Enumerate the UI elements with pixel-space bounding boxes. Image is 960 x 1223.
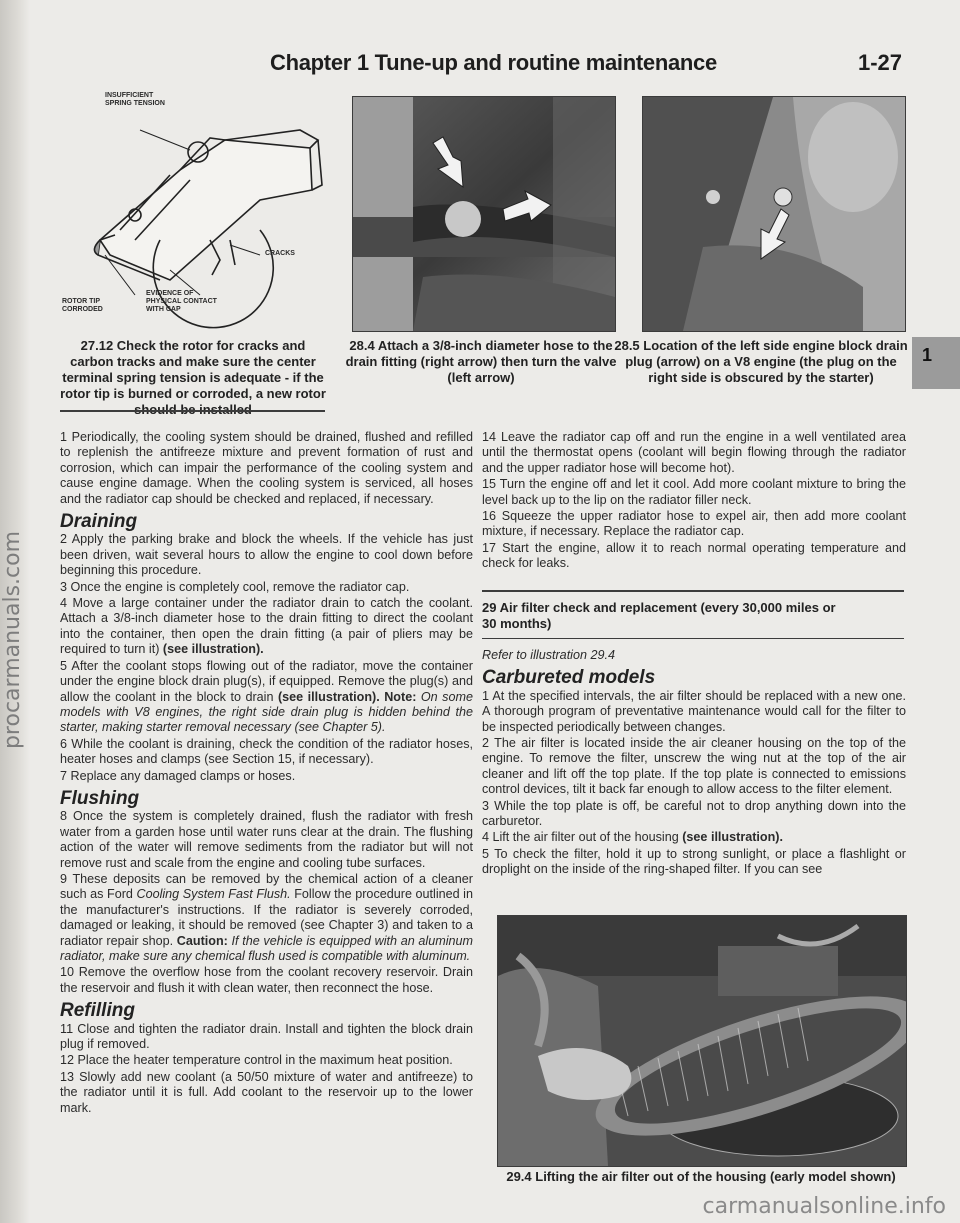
watermark-procarmanuals: procarmanuals.com	[0, 530, 25, 750]
para-4: 4 Move a large container under the radiator drain to catch the coolant. Attach a 3/8-inch diameter hose to the drain fitting to direct the coolant into the container, then open the drain fitting (a pair of pliers may be required to turn it) (see illustration).	[60, 596, 473, 657]
heading-flushing: Flushing	[60, 787, 140, 809]
para-8: 8 Once the system is completely drained, flush the radiator with fresh water from a garden hose until water runs clear at the drain. The flushing action of the water will remove sediments from the radiator but will not remove rust and scale from the engine and cooling tube surfaces.	[60, 809, 473, 870]
rule-section-29-top	[482, 590, 904, 592]
caption-28-5: 28.5 Location of the left side engine block drain plug (arrow) on a V8 engine (the plug on the right side is obscured by the starter)	[614, 338, 908, 385]
label-physical-contact: EVIDENCE OF PHYSICAL CONTACT WITH CAP	[146, 290, 217, 313]
para-14: 14 Leave the radiator cap off and run the engine in a well ventilated area until the thermostat opens (coolant will begin flowing through the radiator and the upper radiator hose will become hot).	[482, 430, 906, 475]
para-1: 1 Periodically, the cooling system should be drained, flushed and refilled to replenish the antifreeze mixture and prevent formation of rust and corrosion, which can impair the performance of the cooling system and cause engine damage. When the cooling system is serviced, all hoses and the radiator cap should be checked and replaced, if necessary.	[60, 430, 473, 506]
para-12: 12 Place the heater temperature control in the maximum heat position.	[60, 1053, 453, 1068]
carb-para-4: 4 Lift the air filter out of the housing (see illustration).	[482, 830, 784, 845]
caption-27-12: 27.12 Check the rotor for cracks and carbon tracks and make sure the center terminal spring tension is adequate - if the rotor tip is burned or corroded, a new rotor	[60, 338, 326, 401]
carb-para-5: 5 To check the filter, hold it up to strong sunlight, or place a flashlight or droplight on the inside of the ring-shaped filter. If you can see	[482, 846, 906, 877]
para-7: 7 Replace any damaged clamps or hoses.	[60, 768, 296, 783]
caption-28-4: 28.4 Attach a 3/8-inch diameter hose to the drain fitting (right arrow) then turn the valve (left arrow)	[345, 338, 617, 385]
photo-28-4	[352, 96, 616, 332]
para-9: 9 These deposits can be removed by the chemical action of a cleaner such as Ford Cooling System Fast Flush. Follow the procedure outlined in the manufacturer's instructions. If the radiator is severely corroded, damaged or leaking, it should be removed (see Chapter 3) and taken to a radiator repair shop. Caution: If the vehicle is equipped with an aluminum radiator, make sure any chemical flush used is compatible with aluminum.	[60, 871, 473, 963]
label-cracks: CRACKS	[265, 250, 295, 257]
right-column-top	[482, 430, 906, 573]
chapter-tab	[912, 337, 960, 389]
left-column	[60, 430, 473, 1117]
photo-29-4	[497, 915, 907, 1167]
right-column-bottom	[482, 648, 906, 879]
para-5: 5 After the coolant stops flowing out of the radiator, move the container under the engine block drain plug(s), if equipped. Remove the plug(s) and allow the coolant in the block to drain (see illustration). Note: On some models with V8 engines, the right side drain plug is hidden behind the starter, making starter removal necessary (see Chapter 5).	[60, 658, 473, 735]
carb-para-2: 2 The air filter is located inside the air cleaner housing on the top of the engine. To remove the filter, unscrew the wing nut at the top of the air cleaner and lift off the top plate. If the top plate is connected to emissions control devices, tilt it back far enough to allow access to the filter element.	[482, 736, 906, 797]
page-number: 1-27	[857, 50, 902, 75]
photo-28-5-image	[643, 97, 905, 331]
para-10: 10 Remove the overflow hose from the coolant recovery reservoir. Drain the reservoir and flush it with clean water, then reconnect the hose.	[60, 965, 473, 995]
para-15: 15 Turn the engine off and let it cool. Add more coolant mixture to bring the level back up to the lip on the radiator filler neck.	[482, 477, 906, 507]
heading-refilling: Refilling	[60, 1000, 135, 1022]
photo-28-4-image	[353, 97, 615, 331]
photo-28-5	[642, 96, 906, 332]
page-header	[270, 46, 910, 86]
para-11: 11 Close and tighten the radiator drain. Install and tighten the block drain plug if removed.	[60, 1021, 473, 1052]
para-2: 2 Apply the parking brake and block the wheels. If the vehicle has just been driven, wait several hours to allow the engine to cool down before beginning this procedure.	[60, 532, 473, 578]
chapter-title: Chapter 1 Tune-up and routine maintenance	[270, 50, 717, 75]
para-13: 13 Slowly add new coolant (a 50/50 mixture of water and antifreeze) to the radiator until it is full. Add coolant to the reservoir up to the lower mark.	[60, 1069, 473, 1115]
refer-note: Refer to illustration 29.4	[482, 648, 616, 662]
rule-section-29-bottom	[482, 638, 904, 639]
chapter-tab-label: 1	[922, 345, 933, 365]
label-insufficient-spring: INSUFFICIENT SPRING TENSION	[105, 92, 165, 107]
heading-draining: Draining	[60, 511, 138, 533]
para-6: 6 While the coolant is draining, check the condition of the radiator hoses, heater hoses and clamps (see Section 15, if necessary).	[60, 736, 473, 767]
label-rotor-tip: ROTOR TIP CORRODED	[62, 298, 103, 313]
heading-carbureted: Carbureted models	[482, 667, 656, 689]
carb-para-1: 1 At the specified intervals, the air filter should be replaced with a new one. A thorough program of preventative maintenance would call for the filter to be inspected periodically between changes.	[482, 688, 906, 734]
carb-para-3: 3 While the top plate is off, be careful not to drop anything down into the carburetor.	[482, 798, 906, 829]
watermark-carmanualsonline: carmanualsonline.info	[702, 1194, 946, 1219]
para-16: 16 Squeeze the upper radiator hose to expel air, then add more coolant mixture, if necessary. Replace the radiator cap.	[482, 509, 906, 539]
caption-29-4: 29.4 Lifting the air filter out of the housing (early model shown)	[506, 1169, 896, 1184]
section-29-title: 29 Air filter check and replacement (every 30,000 miles or 30 months)	[482, 600, 836, 631]
figure-27-12	[60, 90, 330, 330]
photo-29-4-image	[498, 916, 906, 1166]
para-3: 3 Once the engine is completely cool, remove the radiator cap.	[60, 579, 410, 594]
para-17: 17 Start the engine, allow it to reach normal operating temperature and check for leaks.	[482, 540, 906, 571]
rule-left-figure	[60, 410, 325, 412]
